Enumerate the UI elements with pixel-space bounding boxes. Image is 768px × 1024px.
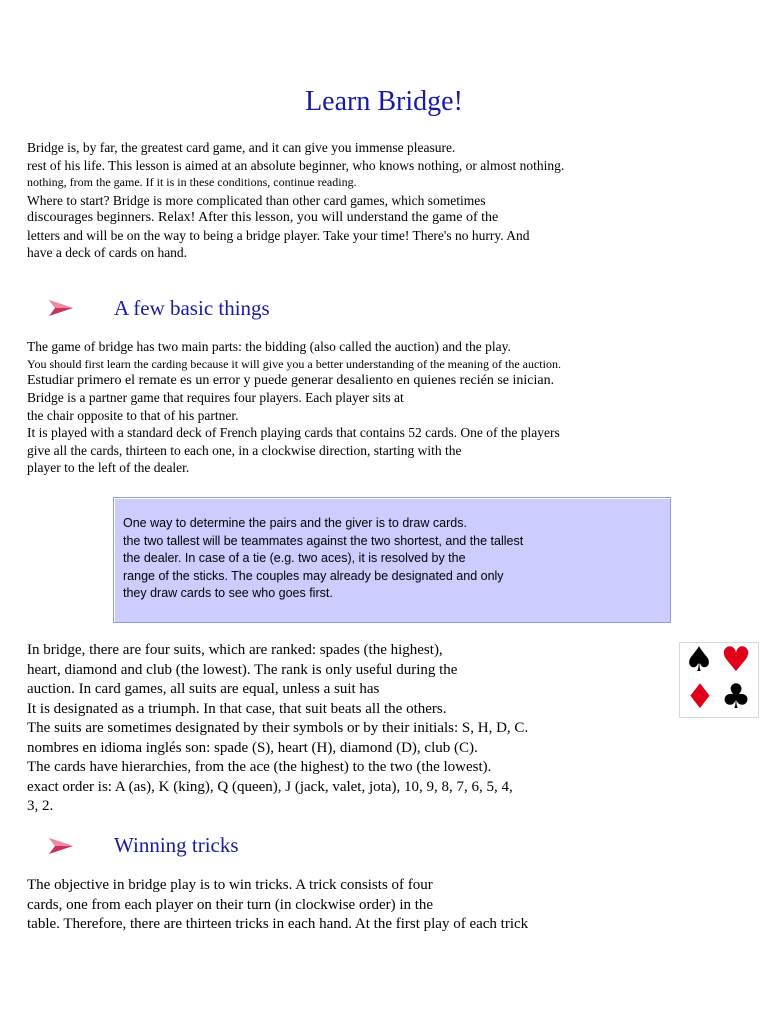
text-line: You should first learn the carding because it will give you a better understanding of the meaning of the auction. — [27, 356, 561, 371]
section-heading-basics: A few basic things — [114, 296, 270, 320]
heart-icon: ♥ — [720, 640, 752, 680]
text-line: The game of bridge has two main parts: the bidding (also called the auction) and the play. — [27, 339, 511, 354]
text-line: Where to start? Bridge is more complicated than other card games, which sometimes — [27, 192, 486, 208]
text-line: have a deck of cards on hand. — [27, 245, 188, 260]
text-line: Bridge is, by far, the greatest card game, and it can give you immense pleasure. — [27, 140, 456, 155]
text-line: The objective in bridge play is to win tricks. A trick consists of four — [27, 877, 433, 893]
text-line: table. Therefore, there are thirteen tricks in each hand. At the first play of each trick — [27, 916, 529, 932]
text-line: discourages beginners. Relax! After this lesson, you will understand the game of the — [27, 210, 499, 225]
box-line: the two tallest will be teammates against the two shortest, and the tallest — [123, 533, 524, 548]
text-line: nothing, from the game. If it is in these conditions, continue reading. — [27, 175, 357, 189]
text-line: auction. In card games, all suits are equal, unless a suit has — [27, 681, 380, 697]
spade-icon: ♠ — [683, 640, 715, 680]
basics-paragraph — [27, 338, 561, 477]
card-suits-image — [679, 642, 759, 718]
text-line: give all the cards, thirteen to each one, in a clockwise direction, starting with the — [27, 442, 462, 458]
text-line: letters and will be on the way to being a bridge player. Take your time! There's no hurry. And — [27, 227, 530, 243]
text-line: The cards have hierarchies, from the ace (the highest) to the two (the lowest). — [27, 759, 492, 775]
text-line: player to the left of the dealer. — [27, 460, 190, 475]
text-line: The suits are sometimes designated by their symbols or by their initials: S, H, D, C. — [27, 720, 529, 736]
box-line: the dealer. In case of a tie (e.g. two aces), it is resolved by the — [123, 551, 466, 565]
text-line: 3, 2. — [27, 798, 54, 814]
text-line: rest of his life. This lesson is aimed at an absolute beginner, who knows nothing, or almost nothing. — [27, 157, 565, 173]
section-heading-winning-tricks: Winning tricks — [114, 833, 239, 857]
suits-paragraph — [27, 641, 528, 817]
text-line: exact order is: A (as), K (king), Q (queen), J (jack, valet, jota), 10, 9, 8, 7, 6, 5, 4, — [27, 778, 513, 795]
text-line: Bridge is a partner game that requires four players. Each player sits at — [27, 390, 404, 405]
text-line: cards, one from each player on their turn (in clockwise order) in the — [27, 896, 434, 913]
info-box — [113, 497, 671, 623]
text-line: It is played with a standard deck of French playing cards that contains 52 cards. One of the players — [27, 425, 560, 440]
intro-paragraph — [27, 139, 564, 262]
text-line: nombres en idioma inglés son: spade (S), heart (H), diamond (D), club (C). — [27, 739, 478, 756]
arrow-right-icon — [48, 298, 74, 318]
text-line: It is designated as a triumph. In that case, that suit beats all the others. — [27, 700, 447, 717]
box-line: they draw cards to see who goes first. — [123, 586, 333, 600]
club-icon: ♣ — [720, 677, 752, 717]
page-title: Learn Bridge! — [305, 86, 463, 117]
box-line: One way to determine the pairs and the giver is to draw cards. — [123, 516, 467, 530]
tricks-paragraph — [27, 876, 528, 935]
text-line: heart, diamond and club (the lowest). The rank is only useful during the — [27, 661, 458, 678]
text-line: In bridge, there are four suits, which are ranked: spades (the highest), — [27, 642, 443, 658]
text-line: the chair opposite to that of his partner. — [27, 407, 239, 423]
arrow-right-icon — [48, 836, 74, 856]
box-line: range of the sticks. The couples may already be designated and only — [123, 568, 504, 583]
diamond-icon: ♦ — [684, 677, 716, 717]
text-line: Estudiar primero el remate es un error y puede generar desaliento en quienes recién se inician. — [27, 372, 555, 388]
